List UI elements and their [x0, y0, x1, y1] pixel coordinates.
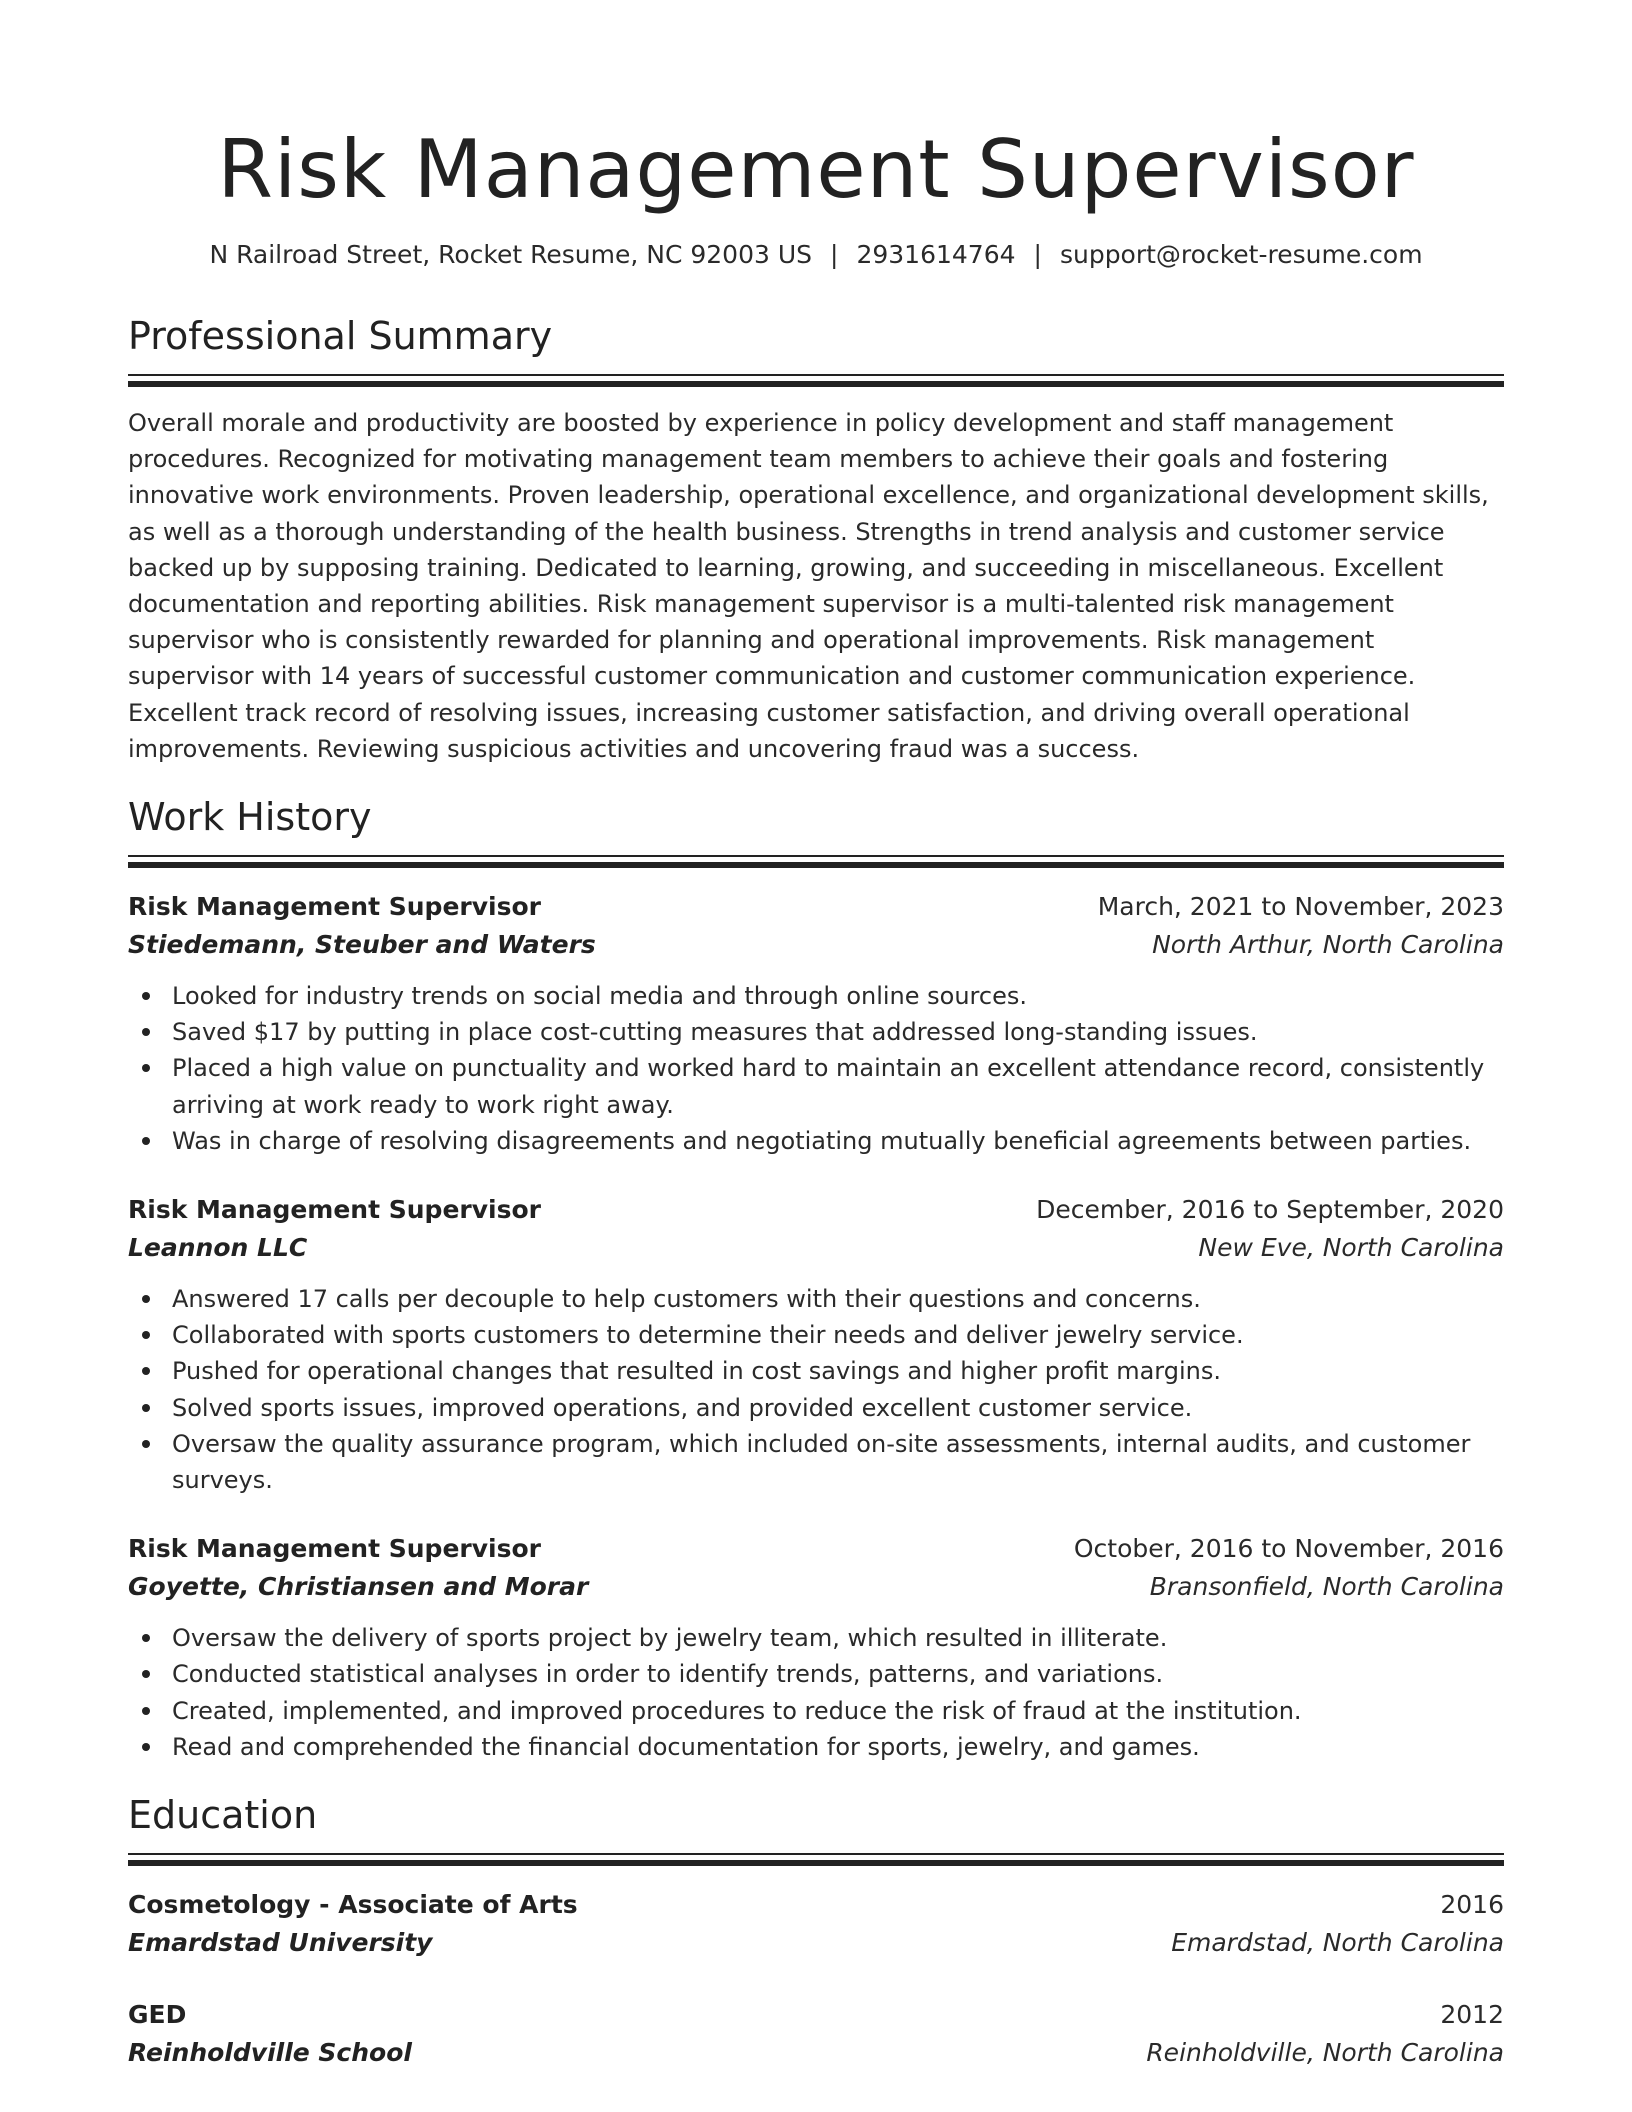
job-entry: [128, 1530, 1504, 1765]
bullet-item: Was in charge of resolving disagreements and negotiating mutually beneficial agreements between parties.: [172, 1123, 1504, 1159]
bullet-item: Read and comprehended the financial documentation for sports, jewelry, and games.: [172, 1729, 1504, 1765]
contact-separator: |: [1033, 240, 1042, 269]
bullet-item: Placed a high value on punctuality and worked hard to maintain an excellent attendance record, consistently arriving at work ready to work right away.: [172, 1050, 1504, 1122]
job-bullets: [128, 1620, 1504, 1765]
school-name: Reinholdville School: [128, 2038, 412, 2068]
degree-name: GED: [128, 2000, 187, 2030]
company-name: Leannon LLC: [128, 1233, 308, 1263]
bullet-item: Conducted statistical analyses in order to identify trends, patterns, and variations.: [172, 1656, 1504, 1692]
section-title-education: Education: [128, 1793, 318, 1838]
job-location: Bransonfield, North Carolina: [1149, 1572, 1504, 1602]
job-dates: March, 2021 to November, 2023: [1097, 892, 1504, 922]
section-title-work-history: Work History: [128, 795, 372, 840]
bullet-item: Collaborated with sports customers to determine their needs and deliver jewelry service.: [172, 1317, 1504, 1353]
section-divider: [128, 374, 1504, 387]
education-entry: [128, 1886, 1504, 1962]
job-dates: October, 2016 to November, 2016: [1073, 1534, 1504, 1564]
email-address: support@rocket-resume.com: [1059, 240, 1423, 269]
job-location: New Eve, North Carolina: [1198, 1233, 1504, 1263]
job-dates: December, 2016 to September, 2020: [1036, 1195, 1504, 1225]
job-bullets: [128, 978, 1504, 1159]
bullet-item: Looked for industry trends on social media and through online sources.: [172, 978, 1504, 1014]
school-location: Emardstad, North Carolina: [1171, 1928, 1504, 1958]
job-bullets: [128, 1281, 1504, 1498]
summary-text: Overall morale and productivity are boosted by experience in policy development and staff management procedures. Recognized for motivating management team members to achieve their goals and fostering innovative work environments. Proven leadership, operational excellence, and organizational development skills, as well as a thorough understanding of the health business. Strengths in trend analysis and customer service backed up by supposing training. Dedicated to learning, growing, and succeeding in miscellaneous. Excellent documentation and reporting abilities. Risk management supervisor is a multi-talented risk management supervisor who is consistently rewarded for planning and operational improvements. Risk management supervisor with 14 years of successful customer communication and customer communication experience. Excellent track record of resolving issues, increasing customer satisfaction, and driving overall operational improvements. Reviewing suspicious activities and uncovering fraud was a success.: [128, 409, 1489, 763]
contact-line: [128, 238, 1504, 272]
work-history-section: [128, 793, 1504, 1765]
degree-name: Cosmetology - Associate of Arts: [128, 1890, 578, 1920]
job-title: Risk Management Supervisor: [128, 1534, 541, 1564]
graduation-year: 2012: [1440, 2000, 1504, 2030]
bullet-item: Saved $17 by putting in place cost-cutting measures that addressed long-standing issues.: [172, 1014, 1504, 1050]
job-title: Risk Management Supervisor: [128, 892, 541, 922]
contact-separator: |: [830, 240, 839, 269]
job-location: North Arthur, North Carolina: [1152, 930, 1504, 960]
phone-number: 2931614764: [856, 240, 1016, 269]
company-name: Stiedemann, Steuber and Waters: [128, 930, 596, 960]
company-name: Goyette, Christiansen and Morar: [128, 1572, 589, 1602]
candidate-name: Risk Management Supervisor: [217, 123, 1415, 216]
professional-summary-section: [128, 312, 1504, 767]
bullet-item: Oversaw the delivery of sports project by jewelry team, which resulted in illiterate.: [172, 1620, 1504, 1656]
graduation-year: 2016: [1440, 1890, 1504, 1920]
section-divider: [128, 1853, 1504, 1866]
resume-page: [128, 0, 1504, 2072]
bullet-item: Created, implemented, and improved procedures to reduce the risk of fraud at the institution.: [172, 1693, 1504, 1729]
school-location: Reinholdville, North Carolina: [1146, 2038, 1504, 2068]
section-title-summary: Professional Summary: [128, 314, 553, 358]
job-title: Risk Management Supervisor: [128, 1195, 541, 1225]
bullet-item: Oversaw the quality assurance program, which included on-site assessments, internal audits, and customer surveys.: [172, 1426, 1504, 1498]
education-entry: [128, 1996, 1504, 2072]
address: N Railroad Street, Rocket Resume, NC 92003 US: [209, 240, 813, 269]
section-divider: [128, 855, 1504, 868]
bullet-item: Answered 17 calls per decouple to help customers with their questions and concerns.: [172, 1281, 1504, 1317]
bullet-item: Solved sports issues, improved operations, and provided excellent customer service.: [172, 1390, 1504, 1426]
education-section: [128, 1791, 1504, 2072]
job-entry: [128, 1191, 1504, 1498]
job-entry: [128, 888, 1504, 1159]
school-name: Emardstad University: [128, 1928, 433, 1958]
bullet-item: Pushed for operational changes that resulted in cost savings and higher profit margins.: [172, 1353, 1504, 1389]
